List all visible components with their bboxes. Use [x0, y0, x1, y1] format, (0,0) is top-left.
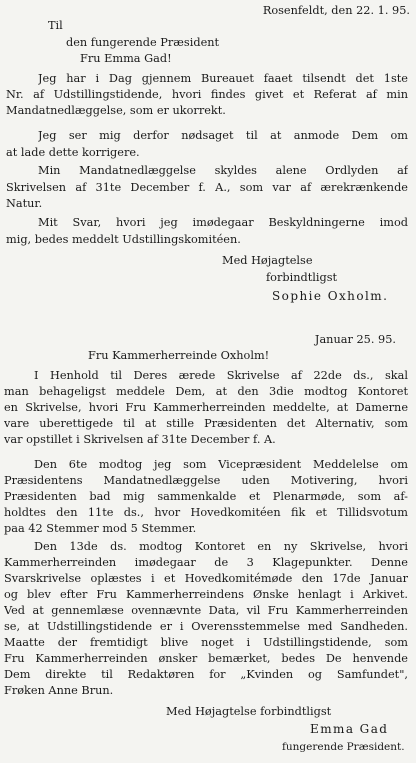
paragraph-line: Jeg har i Dag gjennem Bureauet faaet tilsendt det 1ste — [38, 72, 408, 85]
paragraph-line: holdtes den 11te ds., hvor Hovedkomitéen fik et Tillidsvotum — [4, 506, 408, 519]
paragraph-line: Skrivelsen af 31te December f. A., som var af ærekrænkende — [6, 181, 408, 194]
paragraph-line: man behageligst meddele Dem, at den 3die modtog Kontoret — [4, 385, 408, 398]
salutation: Fru Kammerherreinde Oxholm! — [88, 349, 270, 362]
paragraph-line: Frøken Anne Brun. — [4, 684, 114, 697]
paragraph-line: mig, bedes meddelt Udstillingskomitéen. — [6, 233, 241, 246]
paragraph-line: paa 42 Stemmer mod 5 Stemmer. — [4, 522, 197, 535]
paragraph-line: Mit Svar, hvori jeg imødegaar Beskyldningerne imod — [38, 216, 408, 229]
signature-oxholm: Sophie Oxholm. — [272, 289, 389, 303]
paragraph-line: en Skrivelse, hvori Fru Kammerherreinden meddelte, at Damerne — [4, 401, 408, 414]
dateline-2: Januar 25. 95. — [314, 333, 396, 346]
paragraph-line: at lade dette korrigere. — [6, 146, 140, 159]
paragraph-line: Jeg ser mig derfor nødsaget til at anmode Dem om — [38, 129, 408, 142]
paragraph-line: I Henhold til Deres ærede Skrivelse af 22de ds., skal — [34, 369, 408, 382]
signature-title: fungerende Præsident. — [282, 741, 405, 753]
paragraph-line: Kammerherreinden imødegaar de 3 Klagepunkter. Denne — [4, 556, 408, 569]
paragraph-line: Min Mandatnedlæggelse skyldes alene Ordlyden af — [38, 164, 408, 177]
paragraph-line: Den 6te modtog jeg som Vicepræsident Meddelelse om — [34, 458, 408, 471]
paragraph-line: Mandatnedlæggelse, som er ukorrekt. — [6, 104, 226, 117]
paragraph-line: Præsidenten bad mig sammenkalde et Plenarmøde, som af- — [4, 490, 408, 503]
signature-gad: Emma Gad — [310, 722, 389, 736]
paragraph-line: Præsidentens Mandatnedlæggelse uden Motivering, hvori — [4, 474, 408, 487]
closing-line: Med Højagtelse — [222, 254, 313, 267]
closing-line: forbindtligst — [266, 271, 338, 284]
paragraph-line: Natur. — [6, 197, 43, 210]
paragraph-line: vare uberettigede til at stille Præsidenten det Alternativ, som — [4, 417, 408, 430]
paragraph-line: var opstillet i Skrivelsen af 31te December f. A. — [4, 433, 276, 446]
dateline-1: Rosenfeldt, den 22. 1. 95. — [262, 4, 410, 17]
paragraph-line: se, at Udstillingstidende er i Overensstemmelse med Sandheden. — [4, 620, 408, 633]
paragraph-line: Dem direkte til Redaktøren for „Kvinden og Samfundet", — [4, 668, 408, 681]
address-line: Til — [48, 19, 63, 32]
paragraph-line: Maatte der fremtidigt blive noget i Udstillingstidende, som — [4, 636, 408, 649]
paragraph-line: og blev efter Fru Kammerherreindens Ønske henlagt i Arkivet. — [4, 588, 408, 601]
paragraph-line: Nr. af Udstillingstidende, hvori findes givet et Referat af min — [6, 88, 408, 101]
paragraph-line: Fru Kammerherreinden ønsker bemærket, bedes De henvende — [4, 652, 408, 665]
paragraph-line: Ved at gennemlæse ovennævnte Data, vil Fru Kammerherreinden — [4, 604, 408, 617]
address-line: Fru Emma Gad! — [80, 52, 172, 65]
paragraph-line: Svarskrivelse oplæstes i et Hovedkomitémøde den 17de Januar — [4, 572, 408, 585]
address-line: den fungerende Præsident — [66, 36, 220, 49]
closing-line: Med Højagtelse forbindtligst — [166, 705, 332, 718]
paragraph-line: Den 13de ds. modtog Kontoret en ny Skrivelse, hvori — [34, 540, 408, 553]
